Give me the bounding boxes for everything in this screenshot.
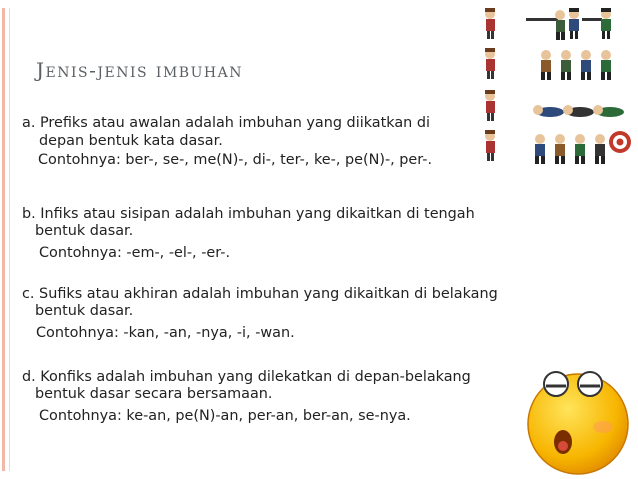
row-2 bbox=[485, 48, 611, 80]
item-definition-continued: bentuk dasar. bbox=[35, 223, 134, 239]
left-border-accent-thin bbox=[9, 8, 10, 471]
row-4 bbox=[485, 130, 631, 164]
item-definition-continued: bentuk dasar secara bersamaan. bbox=[35, 386, 273, 402]
row-1 bbox=[485, 8, 611, 40]
item-definition: c. Sufiks atau akhiran adalah imbuhan yang dikaitkan di belakang bbox=[22, 286, 498, 302]
item-konfiks bbox=[22, 369, 471, 425]
row-3 bbox=[485, 90, 624, 121]
item-definition-continued: bentuk dasar. bbox=[35, 303, 134, 319]
surprised-smiley-face bbox=[518, 362, 636, 477]
item-infiks bbox=[22, 206, 475, 262]
item-example: Contohnya: ke-an, pe(N)-an, per-an, ber-an, se-nya. bbox=[39, 408, 411, 424]
item-sufiks bbox=[22, 286, 498, 342]
left-border-accent bbox=[2, 8, 5, 471]
item-prefiks bbox=[22, 115, 432, 169]
slide-title: Jenis-jenis imbuhan bbox=[36, 58, 243, 82]
item-example: Contohnya: ber-, se-, me(N)-, di-, ter-, ke-, pe(N)-, per-. bbox=[38, 152, 433, 168]
item-example: Contohnya: -kan, -an, -nya, -i, -wan. bbox=[36, 325, 295, 341]
soldiers-firing-squad-art bbox=[468, 2, 636, 167]
item-definition: b. Infiks atau sisipan adalah imbuhan yang dikaitkan di tengah bbox=[22, 206, 475, 222]
target-icon bbox=[609, 131, 631, 153]
item-definition-continued: depan bentuk kata dasar. bbox=[39, 133, 223, 149]
item-definition: d. Konfiks adalah imbuhan yang dilekatkan di depan-belakang bbox=[22, 369, 471, 385]
item-example: Contohnya: -em-, -el-, -er-. bbox=[39, 245, 231, 261]
item-definition: a. Prefiks atau awalan adalah imbuhan yang diikatkan di bbox=[22, 115, 430, 131]
